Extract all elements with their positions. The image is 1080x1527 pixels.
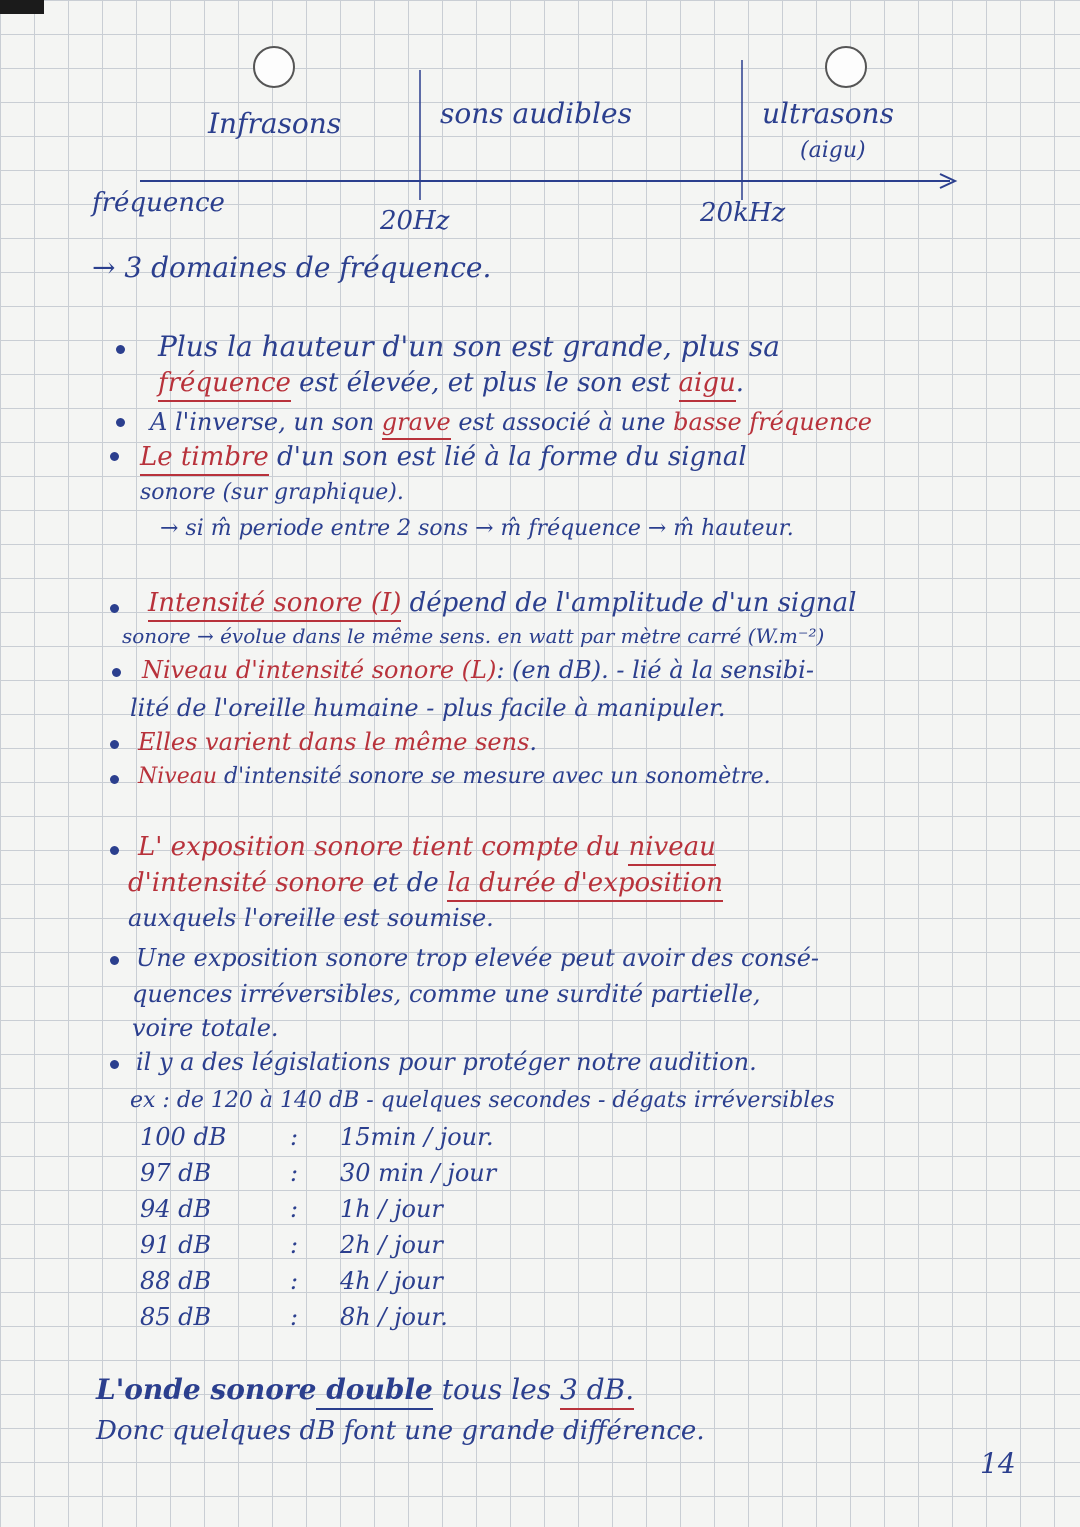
bullet xyxy=(110,846,119,855)
region-sons-audibles: sons audibles xyxy=(440,97,632,130)
footer-line-2: Donc quelques dB font une grande différence. xyxy=(96,1416,705,1446)
region-infrasons: Infrasons xyxy=(208,107,342,140)
axis-label-frequence: fréquence xyxy=(92,188,225,218)
sonometre-line: Niveau d'intensité sonore se mesure avec un sonomètre. xyxy=(138,764,771,789)
consequences-line-3: voire totale. xyxy=(132,1014,279,1042)
tick-20khz: 20kHz xyxy=(700,198,786,228)
tick-20hz: 20Hz xyxy=(380,206,450,236)
exposition-line-1: L' exposition sonore tient compte du niveau xyxy=(138,834,716,860)
hauteur-line-2: fréquence est élevée, et plus le son est aigu. xyxy=(158,370,744,396)
timbre-line-1: Le timbre d'un son est lié à la forme du signal xyxy=(140,444,747,470)
exposition-line-3: auxquels l'oreille est soumise. xyxy=(128,904,494,932)
niveau-line-2: lité de l'oreille humaine - plus facile à manipuler. xyxy=(130,694,726,722)
bullet xyxy=(112,668,121,677)
bullet xyxy=(110,740,119,749)
bullet xyxy=(110,604,119,613)
timbre-line-2: sonore (sur graphique). xyxy=(140,480,404,505)
legislation-line-2: ex : de 120 à 140 dB - quelques secondes - dégats irréversibles xyxy=(130,1088,835,1113)
timbre-line-3: → si m̂ periode entre 2 sons → m̂ fréquence → m̂ hauteur. xyxy=(160,516,794,541)
footer-line-1: L'onde sonore double tous les 3 dB. xyxy=(96,1376,634,1404)
bullet xyxy=(116,345,125,354)
consequences-line-2: quences irréversibles, comme une surdité partielle, xyxy=(132,980,761,1008)
bullet xyxy=(110,452,119,461)
page-number: 14 xyxy=(980,1447,1016,1480)
varient-line: Elles varient dans le même sens. xyxy=(138,728,538,756)
intensite-line-2: sonore → évolue dans le même sens. en watt par mètre carré (W.m⁻²) xyxy=(122,624,825,648)
consequences-line-1: Une exposition sonore trop elevée peut avoir des consé- xyxy=(136,944,820,972)
intensite-line-1: Intensité sonore (I) dépend de l'amplitude d'un signal xyxy=(148,590,856,616)
legislation-line-1: il y a des législations pour protéger notre audition. xyxy=(136,1048,757,1076)
ultrasons-note: (aigu) xyxy=(800,138,866,163)
hauteur-line-1: Plus la hauteur d'un son est grande, plus sa xyxy=(158,330,780,363)
intro-line: → 3 domaines de fréquence. xyxy=(92,251,492,284)
niveau-line-1: Niveau d'intensité sonore (L): (en dB). - lié à la sensibi- xyxy=(142,656,814,684)
region-ultrasons: ultrasons xyxy=(762,97,894,130)
bullet xyxy=(110,775,119,784)
frequency-axis-diagram xyxy=(0,0,1080,260)
bullet xyxy=(116,418,125,427)
grave-line: A l'inverse, un son grave est associé à une basse fréquence xyxy=(150,410,872,434)
bullet xyxy=(110,956,119,965)
bullet xyxy=(110,1060,119,1069)
exposition-line-2: d'intensité sonore et de la durée d'exposition xyxy=(128,870,723,896)
